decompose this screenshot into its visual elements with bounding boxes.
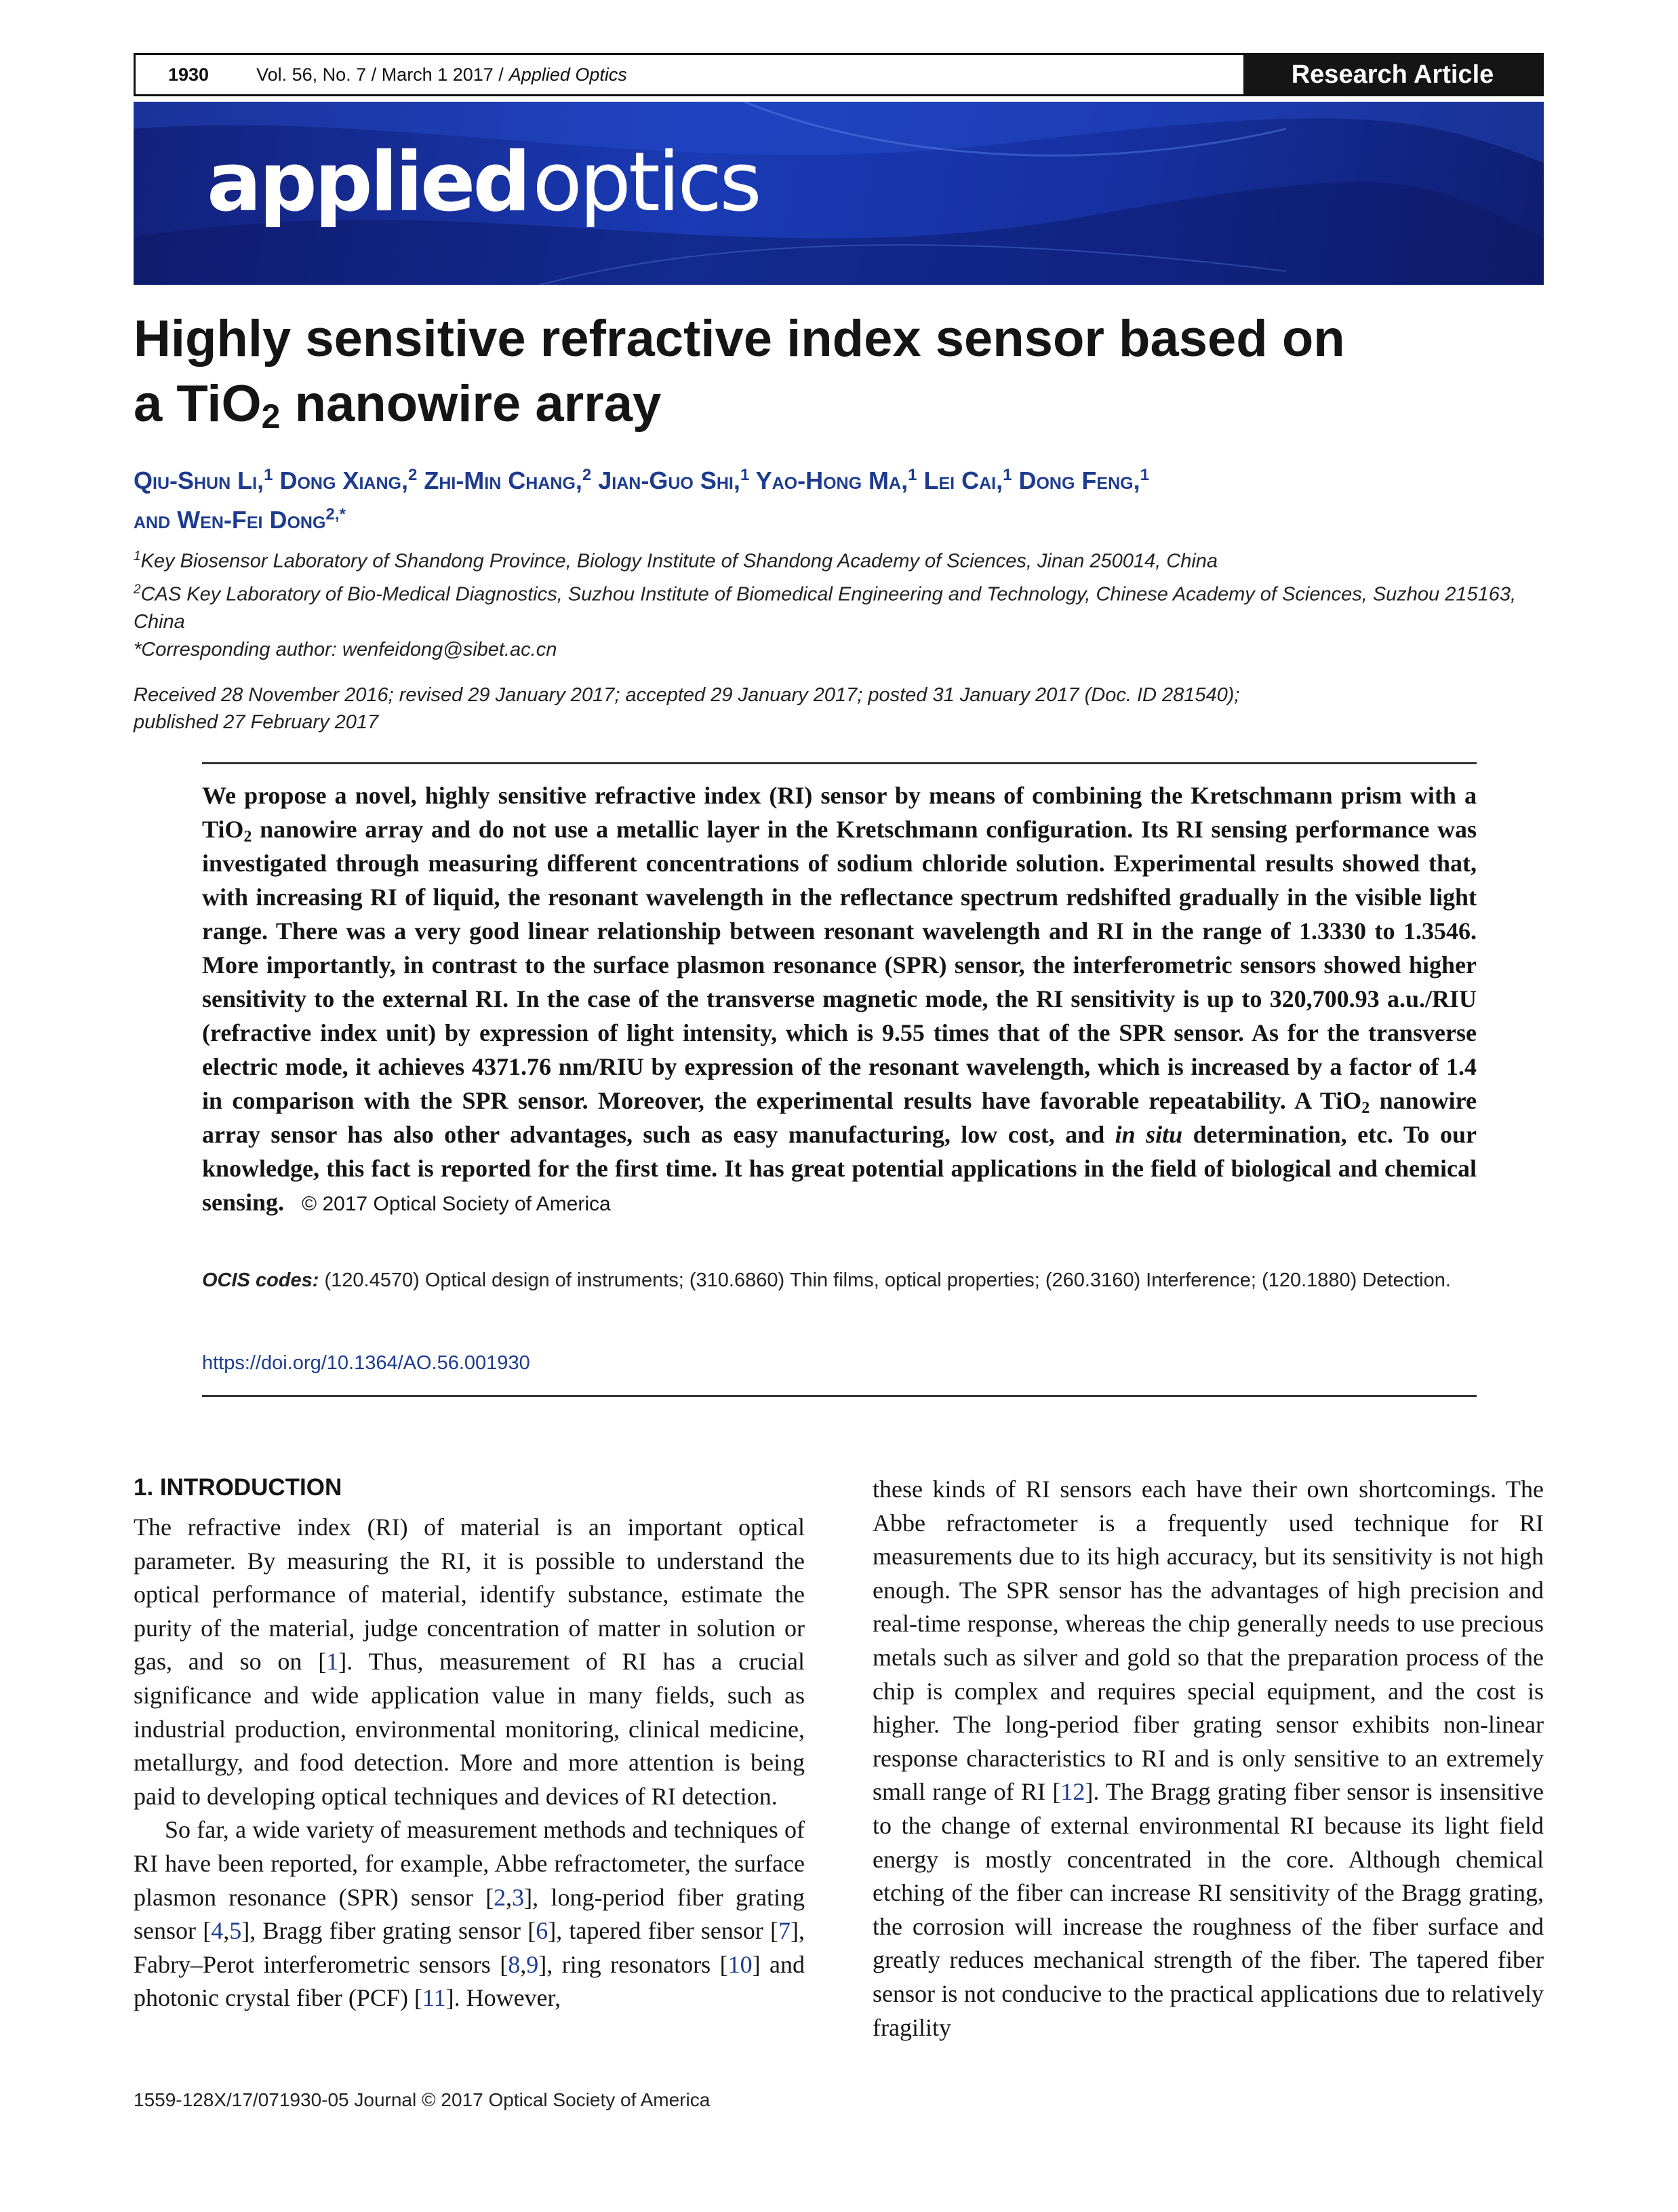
citation-link[interactable]: 7: [778, 1917, 791, 1945]
article-title: [134, 307, 1551, 437]
journal-name: Applied Optics: [508, 64, 627, 85]
citation-link[interactable]: 11: [422, 1984, 446, 2012]
body-text: ]. Thus, measurement of RI has a crucial significance and wide application value in many fields, such as industrial production, environmental monitoring, clinical medicine, metallurgy, and food detection. More and more attention is being paid to developing optical techniques and devices of RI detection.: [134, 1648, 805, 1810]
affiliation-mark: 1: [134, 549, 141, 564]
abstract-text: determination, etc. To our knowledge, this fact is reported for the first time. It has great potential applications in the field of biological and chemical sensing.: [202, 1121, 1477, 1216]
body-text: ]. The Bragg grating fiber sensor is insensitive to the change of external environmental RI because its light field energy is mostly concentrated in the core. Although chemical etching of the fiber can increase RI sensitivity of the Bragg grating, the corrosion will increase the roughness of the fiber surface and greatly reduces mechanical strength of the fiber. The tapered fiber sensor is not conducive to the practical applications due to relatively fragility: [873, 1778, 1544, 2041]
author: Jian-Guo Shi,: [598, 467, 740, 494]
body-paragraph: [873, 1473, 1544, 2045]
author-affiliation-mark: 1: [740, 466, 750, 484]
body-column-left: [134, 1472, 805, 2015]
body-text: ], ring resonators [: [538, 1950, 728, 1978]
title-line-2-pre: a TiO: [134, 375, 262, 433]
author-affiliation-mark: 2: [407, 466, 418, 484]
logo-part-applied: applied: [207, 136, 529, 230]
citation-link[interactable]: 4: [211, 1917, 224, 1945]
citation-link[interactable]: 2: [494, 1883, 506, 1911]
doi-link[interactable]: https://doi.org/10.1364/AO.56.001930: [202, 1352, 530, 1374]
body-text: these kinds of RI sensors each have their own shortcomings. The Abbe refractometer is a frequently used technique for RI measurements due to its high accuracy, but its sensitivity is not high enough. The SPR sensor has the advantages of high precision and real-time response, whereas the chip generally needs to use precious metals such as silver and gold so that the preparation process of the chip is complex and requires special equipment, and the cost is higher. The long-period fiber grating sensor exhibits non-linear response characteristics to RI and is only sensitive to an extremely small range of RI [: [873, 1476, 1544, 1806]
abstract-text: nanowire array and do not use a metallic layer in the Kretschmann configuration. Its RI sensing performance was investigated through measuring different concentrations of sodium chloride solution. Experimental results showed that, with increasing RI of liquid, the resonant wavelength in the reflectance spectrum redshifted gradually in the visible light range. There was a very good linear relationship between resonant wavelength and RI in the range of 1.3330 to 1.3546. More importantly, in contrast to the surface plasmon resonance (SPR) sensor, the interferometric sensors showed higher sensitivity to the external RI. In the case of the transverse magnetic mode, the RI sensitivity is up to 320,700.93 a.u./RIU (refractive index unit) by expression of light intensity, which is 9.55 times that of the SPR sensor. As for the transverse electric mode, it achieves 4371.76 nm/RIU by expression of the resonant wavelength, which is increased by a factor of 1.4 in comparison with the SPR sensor. Moreover, the experimental results have favorable repeatability. A TiO: [202, 816, 1477, 1114]
affiliation: [134, 542, 1551, 576]
abstract-subscript: 2: [243, 828, 252, 846]
page-footer: 1559-128X/17/071930-05 Journal © 2017 Optical Society of America: [134, 2089, 711, 2110]
logo-part-optics: optics: [532, 136, 759, 230]
author: Qiu-Shun Li,: [134, 467, 264, 494]
author: Zhi-Min Chang,: [424, 467, 582, 494]
body-text: ]. However,: [445, 1984, 561, 2012]
citation-link[interactable]: 5: [229, 1917, 242, 1945]
ocis-label: OCIS codes:: [202, 1269, 319, 1291]
journal-logo: [207, 136, 759, 230]
body-text: ,: [520, 1950, 527, 1978]
article-history: [134, 682, 1551, 736]
title-line-1: Highly sensitive refractive index sensor based on: [134, 310, 1345, 368]
section-heading: 1. INTRODUCTION: [134, 1474, 342, 1501]
body-text: ] and photonic crystal fiber (PCF) [: [134, 1950, 805, 2012]
citation-link[interactable]: 9: [526, 1950, 539, 1978]
citation-link[interactable]: 6: [536, 1917, 548, 1945]
history-line-1: Received 28 November 2016; revised 29 January 2017; accepted 29 January 2017; posted 31 January 2017 (Doc. ID 281540);: [134, 684, 1240, 706]
affiliation: [134, 576, 1551, 637]
page-number: 1930: [168, 64, 209, 85]
author: and Wen-Fei Dong: [134, 506, 326, 534]
author: Dong Feng,: [1018, 467, 1140, 494]
abstract: [202, 778, 1477, 1221]
affiliation-mark: 2: [134, 582, 141, 597]
citation-link[interactable]: 12: [1060, 1778, 1085, 1806]
ocis-codes: [202, 1265, 1477, 1295]
author: Dong Xiang,: [279, 467, 408, 494]
abstract-bottom-rule: [202, 1395, 1477, 1397]
body-paragraph: [134, 1511, 805, 1813]
journal-info: Vol. 56, No. 7 / March 1 2017 /: [256, 64, 504, 85]
affiliation-text: CAS Key Laboratory of Bio-Medical Diagnostics, Suzhou Institute of Biomedical Engineering and Technology, Chinese Academy of Sciences, Suzhou 215163, China: [134, 583, 1517, 633]
header-left: [136, 55, 1243, 94]
abstract-italic: in situ: [1115, 1121, 1183, 1148]
body-text: ], tapered fiber sensor [: [548, 1917, 778, 1945]
body-text: The refractive index (RI) of material is an important optical parameter. By measuring the RI, it is possible to understand the optical performance of material, identify substance, estimate the purity of the material, judge concentration of matter in solution or gas, and so on [: [134, 1514, 805, 1676]
running-header: [134, 53, 1544, 96]
author-list: [134, 458, 1551, 537]
citation-link[interactable]: 8: [508, 1950, 521, 1978]
ocis-text: (120.4570) Optical design of instruments; (310.6860) Thin films, optical properties; (260.3160) Interference; (120.1880) Detection.: [319, 1269, 1451, 1291]
author-affiliation-mark: 1: [264, 466, 273, 484]
abstract-top-rule: [202, 762, 1477, 764]
abstract-text: nanowire array sensor has also other advantages, such as easy manufacturing, low cost, and: [202, 1087, 1477, 1148]
copyright-notice: © 2017 Optical Society of America: [302, 1193, 611, 1215]
citation-link[interactable]: 3: [512, 1883, 525, 1911]
journal-banner: [134, 102, 1544, 285]
body-text: ,: [223, 1917, 230, 1945]
body-text: ], long-period fiber grating sensor [: [134, 1883, 805, 1945]
abstract-text: We propose a novel, highly sensitive refractive index (RI) sensor by means of combining the Kretschmann prism with a TiO: [202, 782, 1477, 843]
body-text: ,: [506, 1883, 513, 1911]
author-affiliation-mark: 1: [1140, 466, 1149, 484]
title-subscript: 2: [261, 397, 281, 435]
corresponding-author: *Corresponding author: wenfeidong@sibet.ac.cn: [134, 639, 557, 661]
citation-link[interactable]: 10: [727, 1950, 753, 1978]
body-paragraph: [134, 1813, 805, 2015]
body-text: ], Fabry–Perot interferometric sensors [: [134, 1917, 805, 1978]
body-column-right: [873, 1473, 1544, 2045]
body-text: ], Bragg fiber grating sensor [: [241, 1917, 536, 1945]
author: Lei Cai,: [923, 467, 1003, 494]
author-affiliation-mark: 1: [908, 466, 917, 484]
body-text: So far, a wide variety of measurement methods and techniques of RI have been reported, for example, Abbe refractometer, the surface plasmon resonance (SPR) sensor [: [134, 1816, 805, 1911]
abstract-subscript: 2: [1361, 1099, 1370, 1117]
author: Yao-Hong Ma,: [755, 467, 908, 494]
author-affiliation-mark: 1: [1003, 466, 1012, 484]
author-affiliation-mark: 2,*: [325, 505, 346, 524]
affiliation-text: Key Biosensor Laboratory of Shandong Province, Biology Institute of Shandong Academy of Sciences, Jinan 250014, China: [140, 550, 1218, 572]
affiliations: [134, 542, 1551, 664]
article-type-badge: Research Article: [1243, 55, 1542, 94]
title-line-2-post: nanowire array: [280, 375, 662, 433]
history-line-2: published 27 February 2017: [134, 711, 379, 733]
citation-link[interactable]: 1: [326, 1648, 339, 1676]
author-affiliation-mark: 2: [582, 466, 592, 484]
